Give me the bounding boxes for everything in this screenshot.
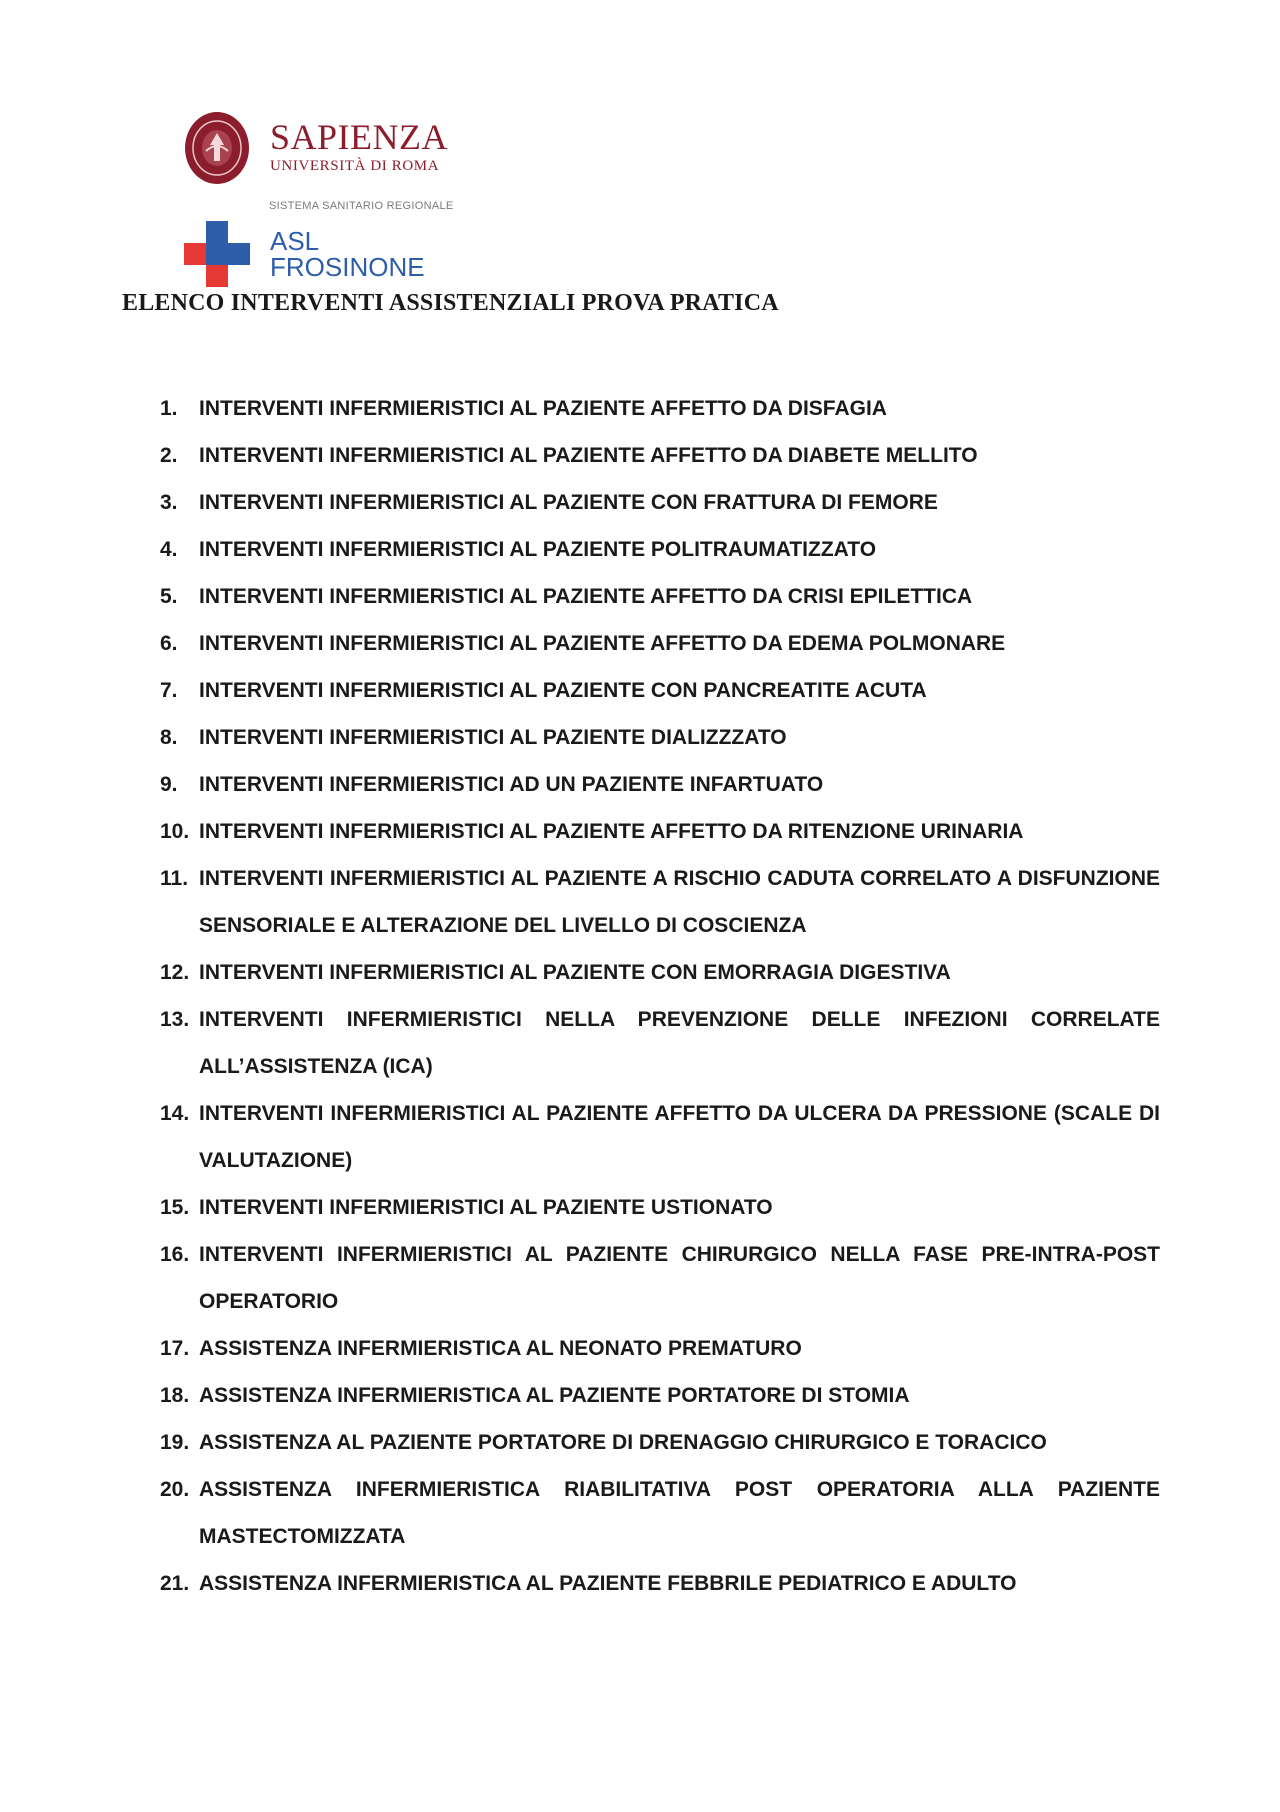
item-number: 9. (160, 773, 178, 796)
list-item (160, 573, 1160, 620)
list-item (160, 1372, 1160, 1419)
item-number: 1. (160, 397, 178, 420)
item-text: INTERVENTI INFERMIERISTICI AL PAZIENTE CON EMORRAGIA DIGESTIVA (199, 961, 951, 984)
list-item (160, 996, 1160, 1090)
list-item (160, 1419, 1160, 1466)
list-item (160, 1231, 1160, 1325)
list-item (160, 620, 1160, 667)
list-item (160, 1090, 1160, 1184)
item-number: 11. (160, 867, 189, 890)
list-item (160, 714, 1160, 761)
item-text: INTERVENTI INFERMIERISTICI AL PAZIENTE USTIONATO (199, 1196, 773, 1219)
item-text: INTERVENTI INFERMIERISTICI AL PAZIENTE AFFETTO DA RITENZIONE URINARIA (199, 820, 1024, 843)
item-number: 8. (160, 726, 178, 749)
item-number: 6. (160, 632, 178, 655)
list-item (160, 808, 1160, 855)
item-text: INTERVENTI INFERMIERISTICI AL PAZIENTE CON FRATTURA DI FEMORE (199, 491, 938, 514)
item-number: 12. (160, 961, 190, 984)
sapienza-seal-icon (184, 111, 250, 185)
list-item (160, 526, 1160, 573)
item-text: INTERVENTI INFERMIERISTICI AD UN PAZIENTE INFARTUATO (199, 773, 824, 796)
list-item (160, 1184, 1160, 1231)
university-name: SAPIENZA (270, 117, 449, 157)
list-item (160, 1325, 1160, 1372)
item-text: INTERVENTI INFERMIERISTICI AL PAZIENTE AFFETTO DA DIABETE MELLITO (199, 444, 978, 467)
item-text: INTERVENTI INFERMIERISTICI AL PAZIENTE AFFETTO DA DISFAGIA (199, 397, 887, 420)
item-text: ASSISTENZA AL PAZIENTE PORTATORE DI DRENAGGIO CHIRURGICO E TORACICO (199, 1431, 1047, 1454)
item-number: 17. (160, 1337, 190, 1360)
item-number: 4. (160, 538, 178, 561)
item-number: 19. (160, 1431, 190, 1454)
asl-location: FROSINONE (270, 252, 425, 282)
item-text: ASSISTENZA INFERMIERISTICA RIABILITATIVA POST OPERATORIA ALLA PAZIENTE MASTECTOMIZZATA (199, 1478, 1160, 1548)
item-number: 13. (160, 1008, 190, 1031)
list-item (160, 949, 1160, 996)
item-text: ASSISTENZA INFERMIERISTICA AL PAZIENTE FEBBRILE PEDIATRICO E ADULTO (199, 1572, 1017, 1595)
item-number: 21. (160, 1572, 190, 1595)
item-number: 3. (160, 491, 178, 514)
item-text: INTERVENTI INFERMIERISTICI AL PAZIENTE CHIRURGICO NELLA FASE PRE-INTRA-POST OPERATORIO (199, 1243, 1160, 1313)
list-item (160, 1466, 1160, 1560)
item-text: INTERVENTI INFERMIERISTICI AL PAZIENTE AFFETTO DA CRISI EPILETTICA (199, 585, 973, 608)
item-text: ASSISTENZA INFERMIERISTICA AL NEONATO PREMATURO (199, 1337, 802, 1360)
list-item (160, 385, 1160, 432)
university-subtitle: UNIVERSITÀ DI ROMA (270, 158, 440, 174)
item-text: INTERVENTI INFERMIERISTICI AL PAZIENTE DIALIZZZATO (199, 726, 787, 749)
list-item (160, 479, 1160, 526)
list-item (160, 667, 1160, 714)
asl-cross-icon (184, 221, 250, 287)
list-item (160, 761, 1160, 808)
list-item (160, 855, 1160, 949)
item-text: INTERVENTI INFERMIERISTICI AL PAZIENTE AFFETTO DA EDEMA POLMONARE (199, 632, 1006, 655)
item-number: 10. (160, 820, 190, 843)
item-number: 14. (160, 1102, 190, 1125)
item-number: 2. (160, 444, 178, 467)
document-title: ELENCO INTERVENTI ASSISTENZIALI PROVA PRATICA (122, 290, 779, 316)
list-item (160, 432, 1160, 479)
list-item (160, 1560, 1160, 1607)
item-text: INTERVENTI INFERMIERISTICI NELLA PREVENZIONE DELLE INFEZIONI CORRELATE ALL’ASSISTENZA (ICA) (199, 1008, 1160, 1078)
item-number: 15. (160, 1196, 190, 1219)
sapienza-logo (180, 108, 540, 188)
system-label: SISTEMA SANITARIO REGIONALE (269, 200, 454, 212)
item-number: 16. (160, 1243, 190, 1266)
item-number: 7. (160, 679, 178, 702)
item-text: INTERVENTI INFERMIERISTICI AL PAZIENTE CON PANCREATITE ACUTA (199, 679, 927, 702)
item-text: ASSISTENZA INFERMIERISTICA AL PAZIENTE PORTATORE DI STOMIA (199, 1384, 910, 1407)
item-number: 18. (160, 1384, 190, 1407)
item-number: 5. (160, 585, 178, 608)
item-number: 20. (160, 1478, 190, 1501)
item-text: INTERVENTI INFERMIERISTICI AL PAZIENTE A RISCHIO CADUTA CORRELATO A DISFUNZIONE SENSORIALE E ALTERAZIONE DEL LIVELLO DI COSCIENZA (199, 867, 1160, 937)
asl-label: ASL (270, 226, 320, 256)
item-text: INTERVENTI INFERMIERISTICI AL PAZIENTE AFFETTO DA ULCERA DA PRESSIONE (SCALE DI VALUTAZIONE) (199, 1102, 1160, 1172)
interventions-list (160, 385, 1160, 1607)
item-text: INTERVENTI INFERMIERISTICI AL PAZIENTE POLITRAUMATIZZATO (199, 538, 877, 561)
